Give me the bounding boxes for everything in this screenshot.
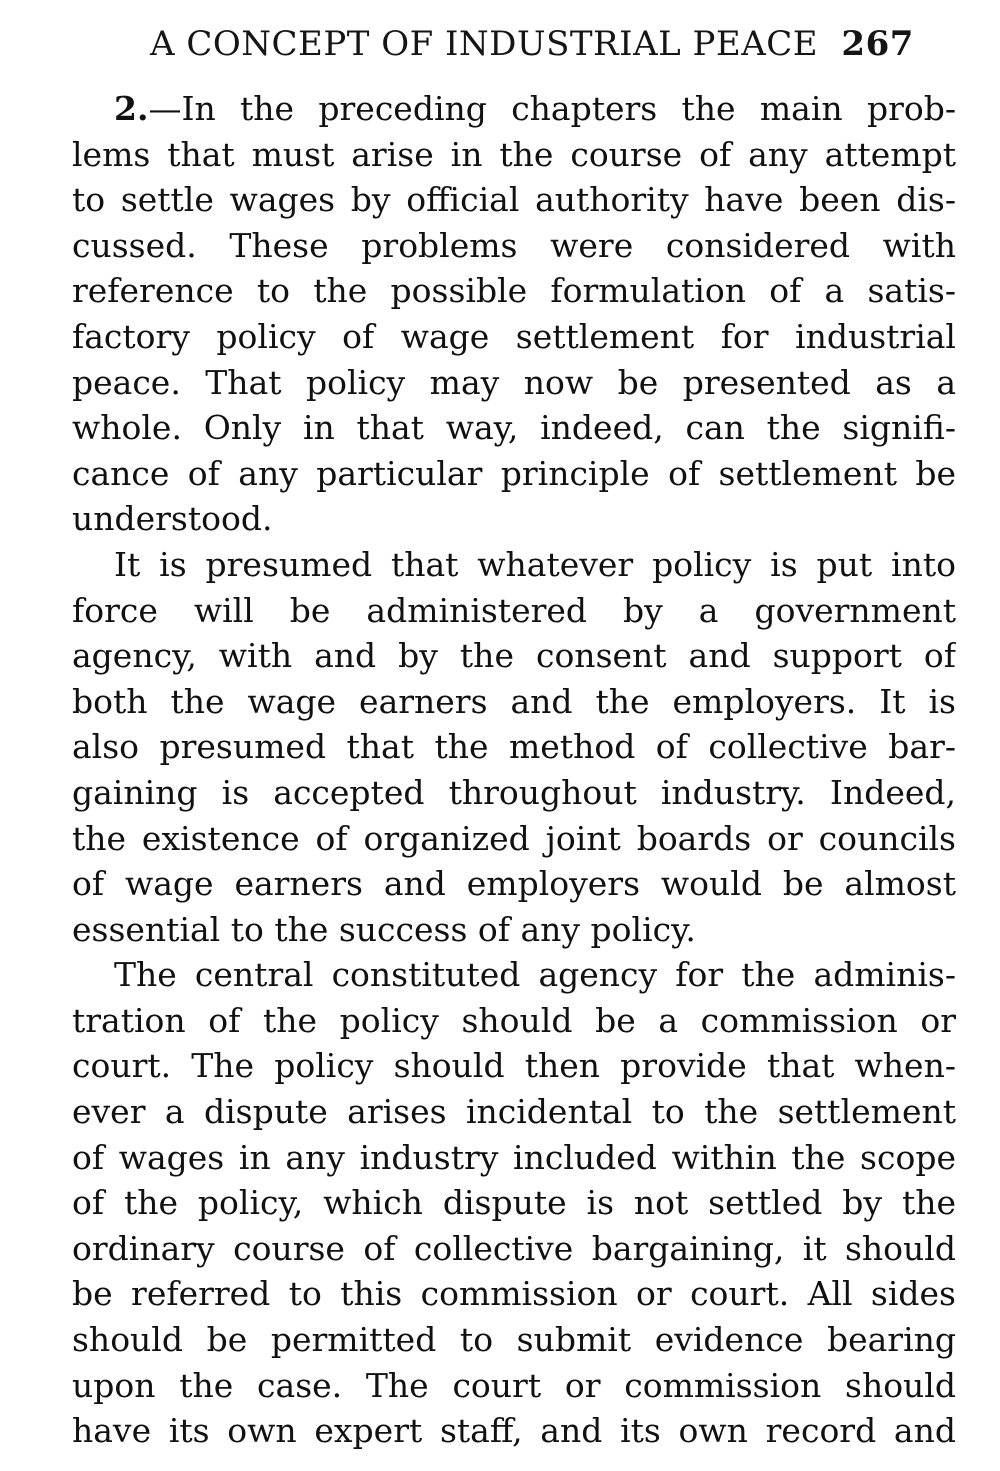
text-line: reference to the possible formulation of a satis- (72, 271, 956, 311)
text-line: lems that must arise in the course of any attempt (72, 134, 956, 174)
text-line: force will be administered by a government (72, 590, 956, 630)
running-head-title: A CONCEPT OF INDUSTRIAL PEACE (150, 24, 819, 64)
text-line: of wage earners and employers would be almost (72, 864, 956, 904)
running-head (150, 22, 950, 66)
text-line: The central constituted agency for the adminis- (114, 955, 956, 995)
paragraph-1 (72, 86, 956, 542)
text-line: upon the case. The court or commission should (72, 1365, 956, 1405)
text-line: It is presumed that whatever policy is put into (114, 544, 956, 584)
text-line: 2.—In the preceding chapters the main prob- (114, 89, 956, 128)
text-line: of the policy, which dispute is not settled by the (72, 1183, 956, 1223)
text-line: cussed. These problems were considered with (72, 225, 956, 265)
text-line: ever a dispute arises incidental to the settlement (72, 1092, 956, 1132)
section-number: 2. (114, 89, 149, 128)
text-line: of wages in any industry included within the scope (72, 1137, 956, 1177)
text-line: essential to the success of any policy. (72, 909, 696, 949)
text-line: the existence of organized joint boards or councils (72, 818, 956, 858)
text-line: peace. That policy may now be presented as a (72, 362, 956, 402)
text-line: cance of any particular principle of settlement be (72, 453, 956, 493)
text-line: agency, with and by the consent and support of (72, 636, 956, 676)
text-line: also presumed that the method of collective bar- (72, 727, 956, 767)
text-line: whole. Only in that way, indeed, can the signifi- (72, 408, 956, 448)
text-line: have its own expert staff, and its own record and (72, 1411, 956, 1451)
text-line: factory policy of wage settlement for industrial (72, 316, 956, 356)
paragraph-2 (72, 542, 956, 952)
text-line: tration of the policy should be a commission or (72, 1000, 956, 1040)
text-line: court. The policy should then provide that when- (72, 1046, 956, 1086)
body-text (72, 86, 956, 1454)
text-line: understood. (72, 499, 273, 539)
text-line: be referred to this commission or court. All sides (72, 1274, 956, 1314)
text-line: should be permitted to submit evidence bearing (72, 1320, 956, 1360)
text-line: ordinary course of collective bargaining, it should (72, 1228, 956, 1268)
text-line: to settle wages by official authority have been dis- (72, 180, 956, 220)
text-line: both the wage earners and the employers. It is (72, 681, 956, 721)
paragraph-3 (72, 952, 956, 1454)
page-number: 267 (841, 24, 914, 64)
text-line: gaining is accepted throughout industry. Indeed, (72, 772, 956, 812)
